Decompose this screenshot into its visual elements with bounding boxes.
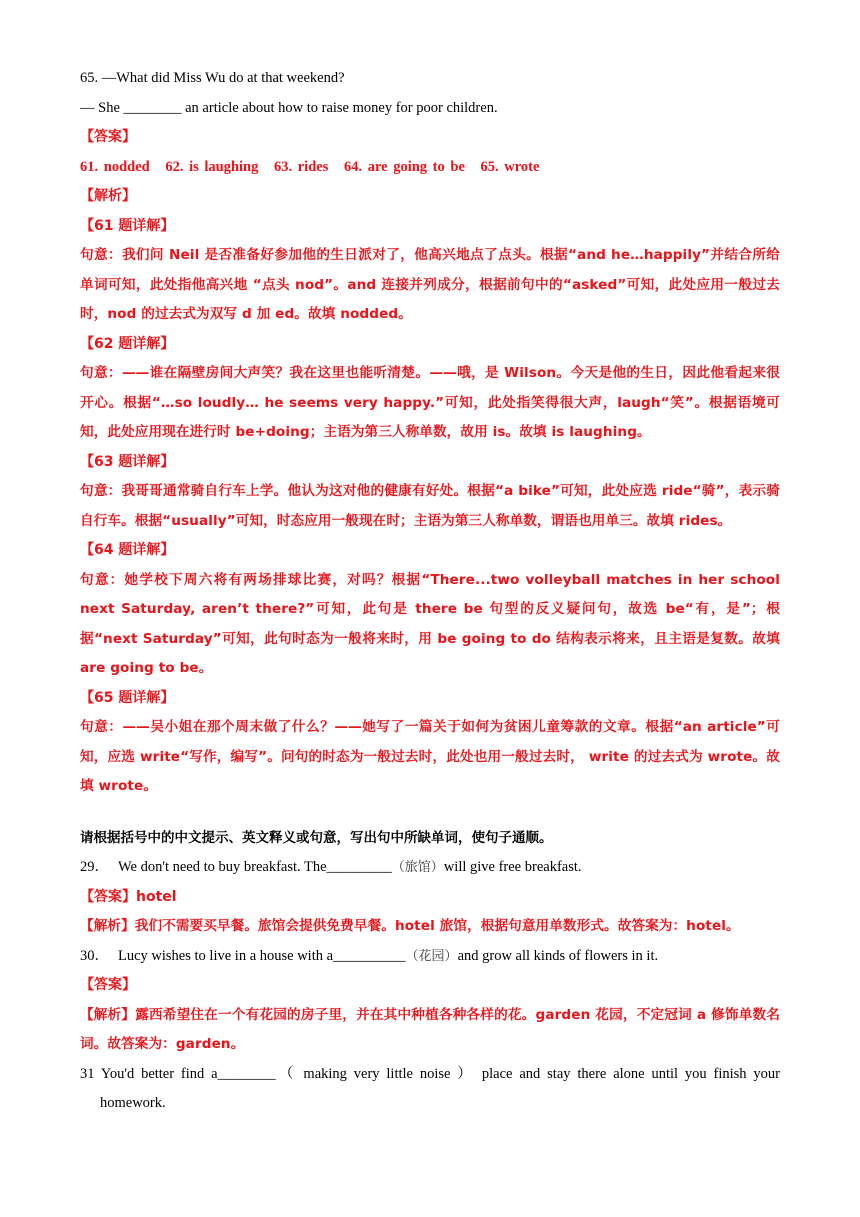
explanation-62-heading: 【62 题详解】 [80,335,175,352]
explanation-61-heading: 【61 题详解】 [80,217,175,234]
question-29-analysis: 【解析】我们不需要买早餐。旅馆会提供免费早餐。hotel 旅馆，根据句意用单数形式。故答案为：hotel。 [80,918,740,934]
question-65-line2: — She ________ an article about how to raise money for poor children. [80,99,498,116]
question-29-answer: 【答案】hotel [80,888,177,905]
explanation-62-text: 句意：——谁在隔壁房间大声笑？我在这里也能听清楚。——哦，是 Wilson。今天是他的生日，因此他看起来很开心。根据“…so loudly… he seems very happy.”可知，此处指笑得很大声，laugh“笑”。根据语境可知，此处应用现在进行时 be+doing；主语为第三人称单数，故用 is。故填 is laughing。 [80,365,780,440]
explanation-65-heading: 【65 题详解】 [80,689,175,706]
explanation-63-text: 句意：我哥哥通常骑自行车上学。他认为这对他的健康有好处。根据“a bike”可知，此处应选 ride“骑”，表示骑自行车。根据“usually”可知，时态应用一般现在时；主语为第三人称单数，谓语也用单三。故填 rides。 [80,483,780,529]
question-30-analysis: 【解析】露西希望住在一个有花园的房子里，并在其中种植各种各样的花。garden 花园，不定冠词 a 修饰单数名词。故答案为：garden。 [80,1006,780,1052]
answer-64: 64. are going to be [343,158,465,175]
question-30-hint: （花园） [405,948,458,964]
answer-63: 63. rides [274,158,329,175]
answer-62: 62. is laughing [165,158,259,175]
explanation-65-text: 句意：——吴小姐在那个周末做了什么？——她写了一篇关于如何为贫困儿童筹款的文章。根据“an article”可知，应选 write“写作，编写”。问句的时态为一般过去时，此处也用一般过去时， write 的过去式为 wrote。故填 wrote。 [80,719,780,794]
question-29-number: 29． [80,859,109,875]
section-instruction: 请根据括号中的中文提示、英文释义或句意，写出句中所缺单词，使句子通顺。 [80,829,553,846]
explanation-61-text: 句意：我们问 Neil 是否准备好参加他的生日派对了，他高兴地点了点头。根据“and he…happily”并结合所给单词可知，此处指他高兴地 “点头 nod”。and 连接并列成分，根据前句中的“asked”可知，此处应用一般过去时，nod 的过去式为双写 d 加 ed。故填 nodded。 [80,247,780,322]
question-30-answer: 【答案】 [80,977,136,993]
question-29 [80,853,780,883]
question-31: 31 You'd better find a________（ making very little noise ） place and stay there alone until you finish your homework. [80,1065,780,1111]
answer-65: 65. wrote [480,158,540,175]
analysis-label: 【解析】 [80,188,136,204]
explanation-64-text: 句意：她学校下周六将有两场排球比赛，对吗？根据“There...two volleyball matches in her school next Saturday, aren’t there?”可知，此句是 there be 句型的反义疑问句，故选 be“有，是”；根据“next Saturday”可知，此句时态为一般将来时，用 be going to do 结构表示将来，且主语是复数。故填 are going to be。 [80,571,780,676]
explanation-64-heading: 【64 题详解】 [80,542,175,558]
question-30 [80,942,780,972]
question-30-after: and grow all kinds of flowers in it. [457,947,659,964]
question-29-before: We don't need to buy breakfast. The_________ [118,859,392,875]
answer-61: 61. nodded [80,158,150,175]
question-29-hint: （旅馆） [391,860,444,875]
answers-row [80,153,780,183]
question-30-number: 30． [80,947,109,964]
answer-label: 【答案】 [80,129,136,145]
question-65-line1: 65. —What did Miss Wu do at that weekend? [80,70,345,86]
explanation-63-heading: 【63 题详解】 [80,453,175,470]
question-30-before: Lucy wishes to live in a house with a__________ [118,947,406,964]
question-29-after: will give free breakfast. [443,859,582,875]
